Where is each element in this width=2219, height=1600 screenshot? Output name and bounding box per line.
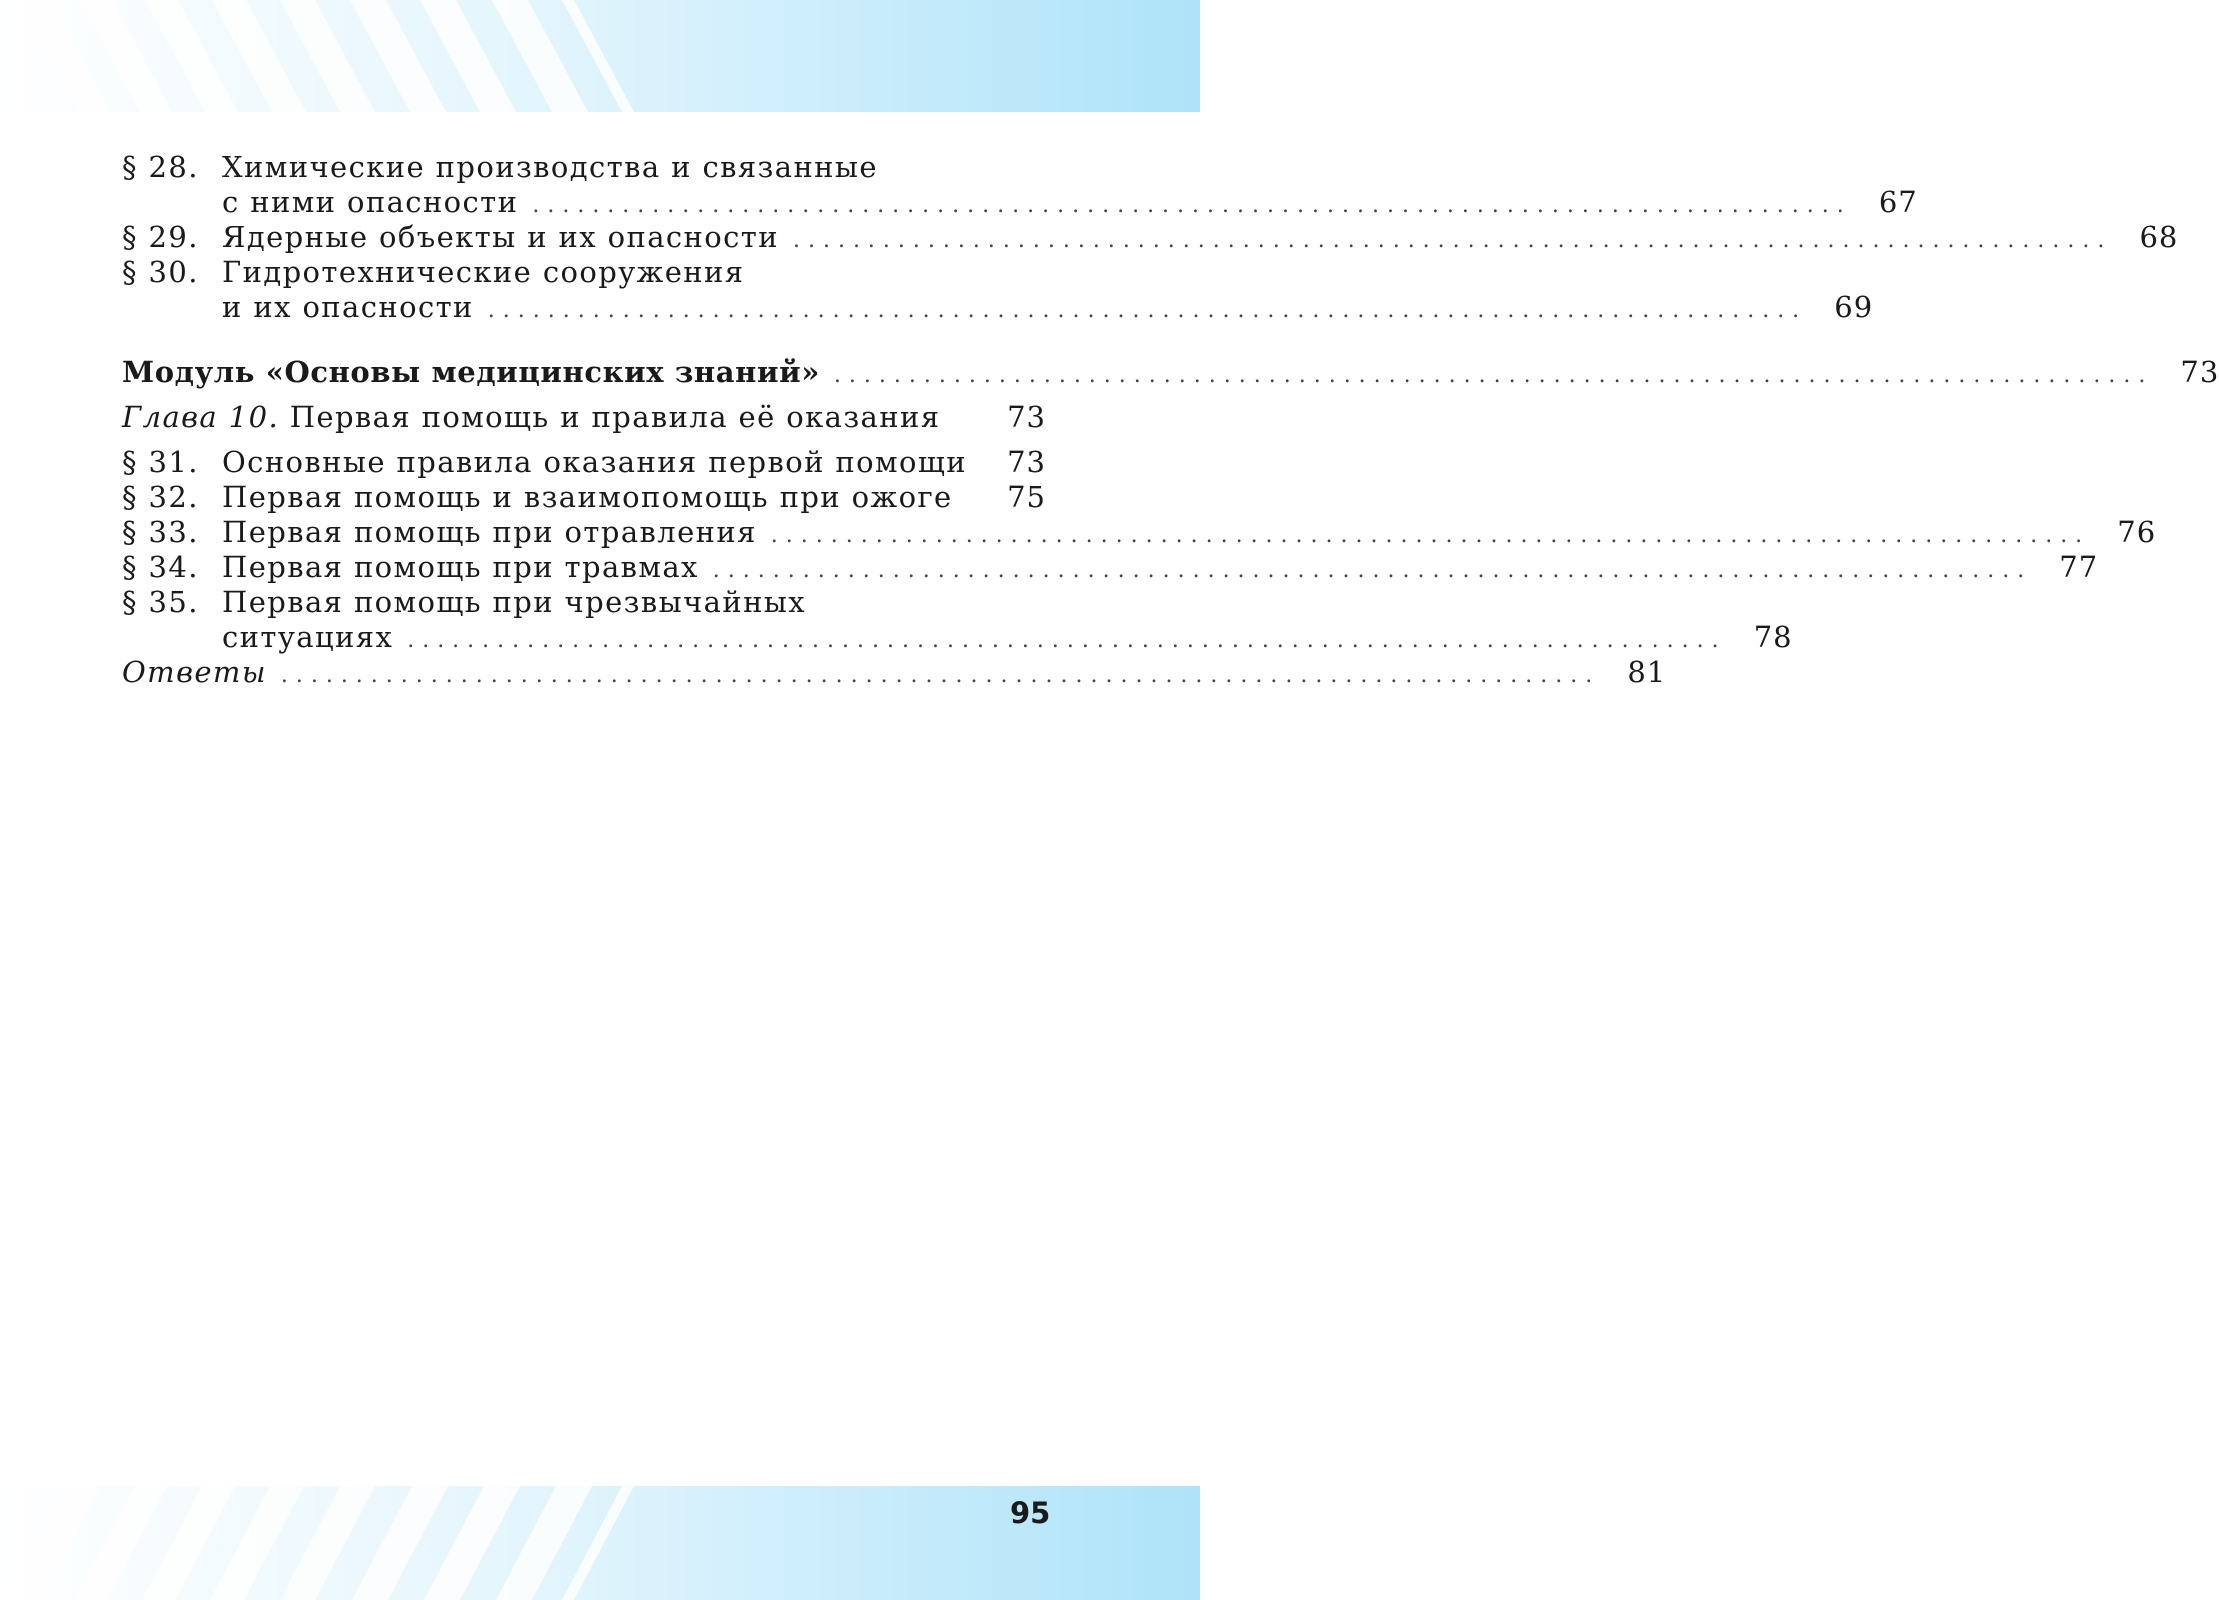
section-number: § 30. — [122, 255, 199, 289]
toc-entry-35[interactable] — [122, 585, 1046, 620]
toc-entry-33[interactable] — [122, 515, 2157, 550]
page-ref: 76 — [2117, 515, 2157, 549]
chapter-title — [122, 397, 940, 437]
page-ref: 67 — [1878, 185, 1918, 219]
toc-module-entry[interactable] — [122, 353, 2219, 391]
toc-entry-32[interactable] — [122, 480, 1046, 515]
dot-leader: ........................................................................................ — [532, 193, 1852, 218]
toc-entry-31[interactable] — [122, 445, 1046, 480]
section-title-line1: Первая помощь при чрезвычайных — [222, 585, 807, 619]
page-ref: 69 — [1834, 290, 1874, 324]
toc-entry-28[interactable] — [122, 150, 1046, 185]
table-of-contents — [122, 150, 2219, 690]
dot-leader: ........................................................................................ — [407, 628, 1727, 653]
header-decoration-band — [0, 0, 1200, 112]
section-title-line2: и их опасности — [222, 290, 474, 324]
toc-entry-28-cont[interactable] — [122, 185, 1918, 220]
toc-entry-30[interactable] — [122, 255, 1046, 290]
chapter-prefix: Глава 10. — [122, 400, 280, 434]
page-ref: 77 — [2059, 550, 2099, 584]
page-ref: 68 — [2139, 220, 2179, 254]
page-ref: 73 — [1007, 445, 1046, 479]
section-title: Первая помощь при травмах — [222, 550, 699, 584]
toc-entry-35-cont[interactable] — [122, 620, 1793, 655]
section-number: § 32. — [122, 480, 199, 514]
striped-banner-graphic — [0, 0, 1200, 112]
section-title-line2: ситуациях — [222, 620, 394, 654]
toc-answers-entry[interactable] — [122, 655, 1667, 690]
section-title: Первая помощь и взаимопомощь при ожоге — [222, 480, 953, 514]
section-number: § 29. — [122, 220, 199, 254]
toc-entry-30-cont[interactable] — [122, 290, 1874, 325]
page-ref: 75 — [1007, 480, 1046, 514]
dot-leader: ........................................................................................ — [712, 558, 2033, 583]
section-title-line2: с ними опасности — [222, 185, 519, 219]
answers-title: Ответы — [122, 655, 267, 689]
section-number: § 33. — [122, 515, 199, 549]
page-ref: 78 — [1753, 620, 1793, 654]
page-number: 95 — [1010, 1496, 1051, 1530]
dot-leader: ........................................................................................ — [280, 663, 1601, 688]
section-number: § 35. — [122, 585, 199, 619]
section-title-line1: Химические производства и связанные — [222, 150, 878, 184]
section-number: § 31. — [122, 445, 199, 479]
page-ref: 81 — [1627, 655, 1667, 689]
chapter-name: Первая помощь и правила её оказания — [289, 400, 941, 434]
page-ref: 73 — [2180, 355, 2219, 389]
dot-leader: ........................................................................................ — [487, 298, 1808, 323]
dot-leader: ........................................................................................ — [792, 228, 2113, 253]
dot-leader: ........................................................................................ — [770, 523, 2091, 548]
section-title: Ядерные объекты и их опасности — [222, 220, 779, 254]
section-title: Основные правила оказания первой помощи — [222, 445, 967, 479]
section-title: Первая помощь при отравления — [222, 515, 757, 549]
section-number: § 34. — [122, 550, 199, 584]
page-ref: 73 — [1007, 400, 1046, 434]
toc-entry-29[interactable] — [122, 220, 2179, 255]
dot-leader: ........................................................................................ — [833, 363, 2154, 388]
toc-entry-34[interactable] — [122, 550, 2099, 585]
module-title: Модуль «Основы медицинских знаний» — [122, 355, 820, 389]
toc-chapter-entry[interactable] — [122, 397, 1046, 437]
section-title-line1: Гидротехнические сооружения — [222, 255, 745, 289]
section-number: § 28. — [122, 150, 199, 184]
